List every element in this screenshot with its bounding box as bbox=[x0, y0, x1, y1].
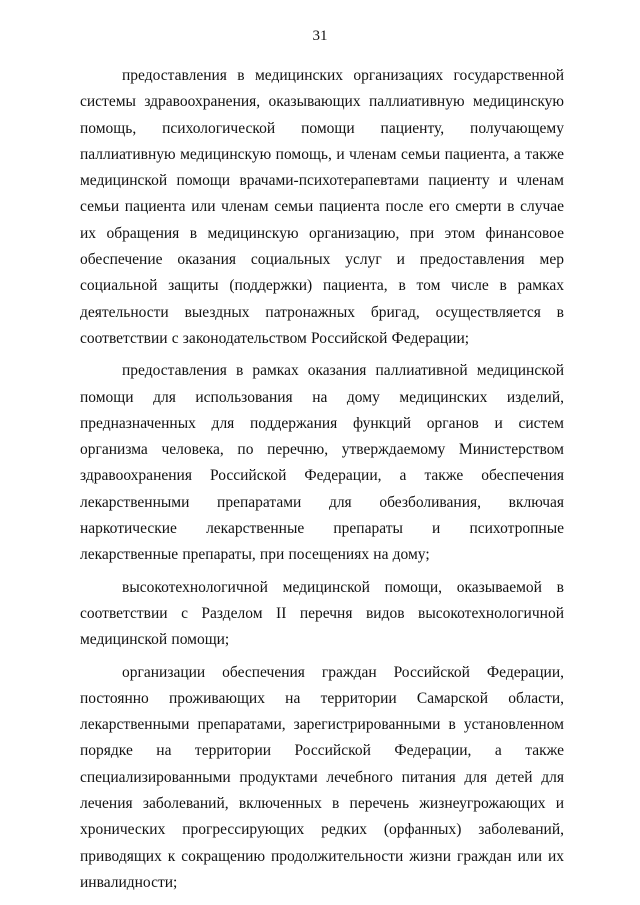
page-number: 31 bbox=[312, 28, 328, 44]
paragraph-high-tech-care: высокотехнологичной медицинской помощи, оказываемой в соответствии с Разделом II перечня видов высокотехнологичной медицинской помощи; bbox=[80, 578, 564, 649]
paragraph-palliative-psychological-care: предоставления в медицинских организациях государственной системы здравоохранения, оказывающих паллиативную медицинскую помощь, психологической помощи пациенту, получающему паллиативную медицинскую помощь, и членам семьи пациента, а также медицинской помощи врачами-психотерапевтами пациенту и членам семьи пациента или членам семьи пациента после его смерти в случае их обращения в медицинскую организацию, при этом финансовое обеспечение оказания социальных услуг и предоставления мер социальной защиты (поддержки) пациента, в том числе в рамках деятельности выездных патронажных бригад, осуществляется в соответствии с законодательством Российской Федерации; bbox=[80, 67, 564, 347]
paragraph-orphan-disease-drugs: организации обеспечения граждан Российской Федерации, постоянно проживающих на территории Самарской области, лекарственными препаратами, зарегистрированными в установленном порядке на территории Российской Федерации, а также специализированными продуктами лечебного питания для детей для лечения заболеваний, включенных в перечень жизнеугрожающих и хронических прогрессирующих редких (орфанных) заболеваний, приводящих к сокращению продолжительности жизни граждан или их инвалидности; bbox=[80, 663, 564, 891]
paragraph-home-medical-devices: предоставления в рамках оказания паллиативной медицинской помощи для использования на дому медицинских изделий, предназначенных для поддержания функций органов и систем организма человека, по перечню, утверждаемому Министерством здравоохранения Российской Федерации, а также обеспечения лекарственными препаратами для обезболивания, включая наркотические лекарственные препараты и психотропные лекарственные препараты, при посещениях на дому; bbox=[80, 362, 564, 564]
document-body bbox=[80, 63, 564, 902]
